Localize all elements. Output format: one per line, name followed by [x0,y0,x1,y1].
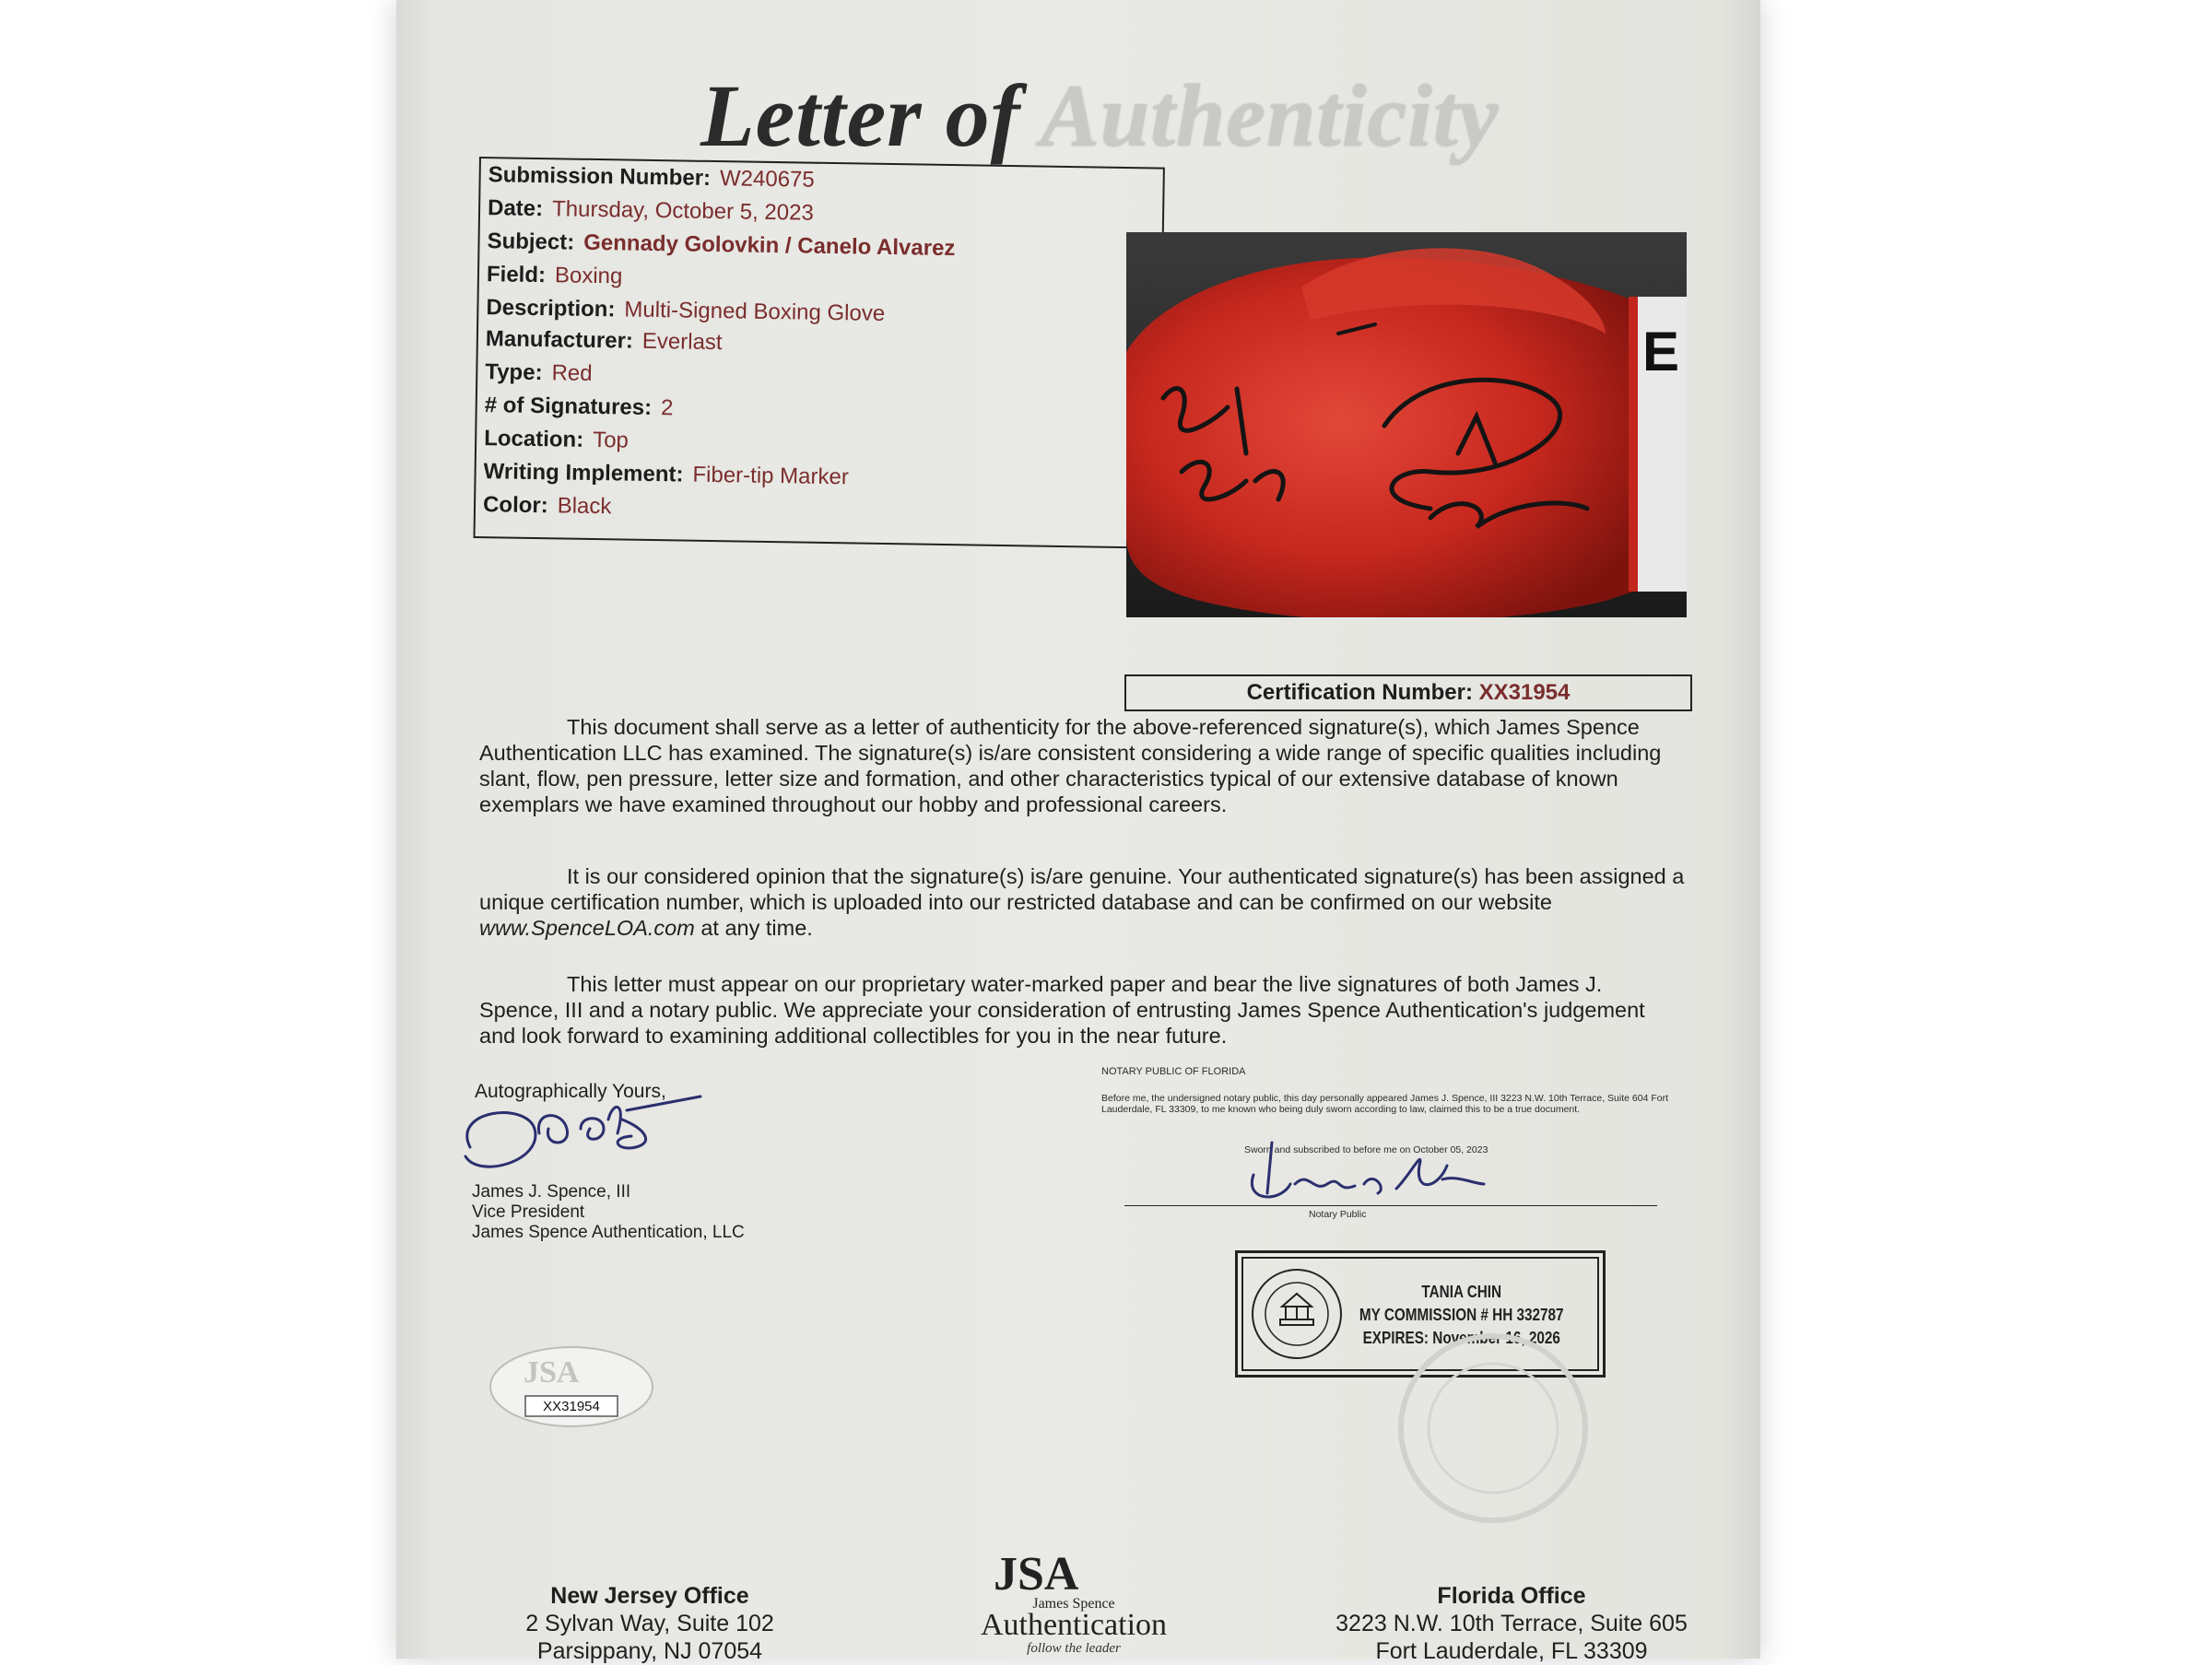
info-field: Field: Boxing [486,262,623,289]
signed-glove-photo [1126,232,1687,617]
boxing-glove-image [1126,232,1687,617]
svg-text:E: E [1642,321,1680,382]
svg-text:JSA: JSA [524,1355,580,1389]
info-submission-number: Submission Number: W240675 [488,162,815,193]
notary-statement: Before me, the undersigned notary public, this day personally appeared James J. Spence, III 3223 N.W. 10th Terrace, Suite 604 Fort Lauderdale, FL 33309, to me known who being duly sworn according to law, claimed this to be a true document. [1101,1093,1668,1115]
paragraph-2: It is our considered opinion that the signature(s) is/are genuine. Your authenticated signature(s) has been assigned a unique certification number, which is uploaded into our restricted database and can be confirmed on our website www.SpenceLOA.com at any time. [479,864,1685,940]
embossed-notary-seal [1392,1327,1594,1530]
notary-public-label: Notary Public [1309,1209,1367,1220]
notary-signature [1226,1138,1493,1212]
signer-name: James J. Spence, III [472,1182,631,1202]
info-date: Date: Thursday, October 5, 2023 [487,195,815,226]
signer-role: Vice President [472,1202,585,1222]
website-link: www.SpenceLOA.com [479,916,695,940]
spence-signature [452,1092,719,1184]
info-writing-implement: Writing Implement: Fiber-tip Marker [483,459,850,490]
paragraph-1: This document shall serve as a letter of authenticity for the above-referenced signature(s), which James Spence Authentication LLC has examined. The signature(s) is/are consistent considering a wide range of specific qualities including slant, flow, pen pressure, letter size and formation, and other characteristics typical of our extensive database of known exemplars we have examined throughout our hobby and professional careers. [479,715,1662,816]
hologram-number: XX31954 [543,1399,600,1414]
closing-line: Autographically Yours, [475,1081,666,1102]
info-color: Color: Black [482,492,612,520]
info-type: Type: Red [485,359,593,386]
certification-number-box: Certification Number: XX31954 [1124,674,1692,711]
letter-of-authenticity-page [396,0,1760,1664]
hologram-sticker [488,1345,654,1428]
signer-company: James Spence Authentication, LLC [472,1223,745,1242]
florida-office: Florida Office 3223 N.W. 10th Terrace, Suite 605 Fort Lauderdale, FL 33309 [1335,1583,1688,1664]
state-seal-icon [1249,1266,1345,1362]
jsa-logo: JSA James Spence Authentication follow the leader [980,1548,1168,1656]
notary-signature-line [1124,1205,1657,1206]
info-location: Location: Top [483,426,629,453]
paragraph-3: This letter must appear on our proprietary water-marked paper and bear the live signatures of both James J. Spence, III and a notary public. We appreciate your consideration of entrusting James Spence Authentication's judgement and look forward to examining additional collectibles for you in the near future. [479,972,1645,1048]
info-subject: Subject: Gennady Golovkin / Canelo Alvarez [487,229,956,262]
notary-heading: NOTARY PUBLIC OF FLORIDA [1101,1066,1246,1077]
notary-stamp-text: TANIA CHIN MY COMMISSION # HH 332787 EXPIRES: November 16, 2026 [1359,1283,1564,1347]
submission-info-box [473,157,1164,549]
info-description: Description: Multi-Signed Boxing Glove [486,295,886,326]
new-jersey-office: New Jersey Office 2 Sylvan Way, Suite 102 Parsippany, NJ 07054 [525,1583,774,1664]
info-manufacturer: Manufacturer: Everlast [485,326,723,356]
notary-sworn-line: Sworn and subscribed to before me on October 05, 2023 [1244,1144,1488,1155]
document-title: Letter of Authenticity [700,66,1500,165]
info-signatures: # of Signatures: 2 [484,393,674,421]
